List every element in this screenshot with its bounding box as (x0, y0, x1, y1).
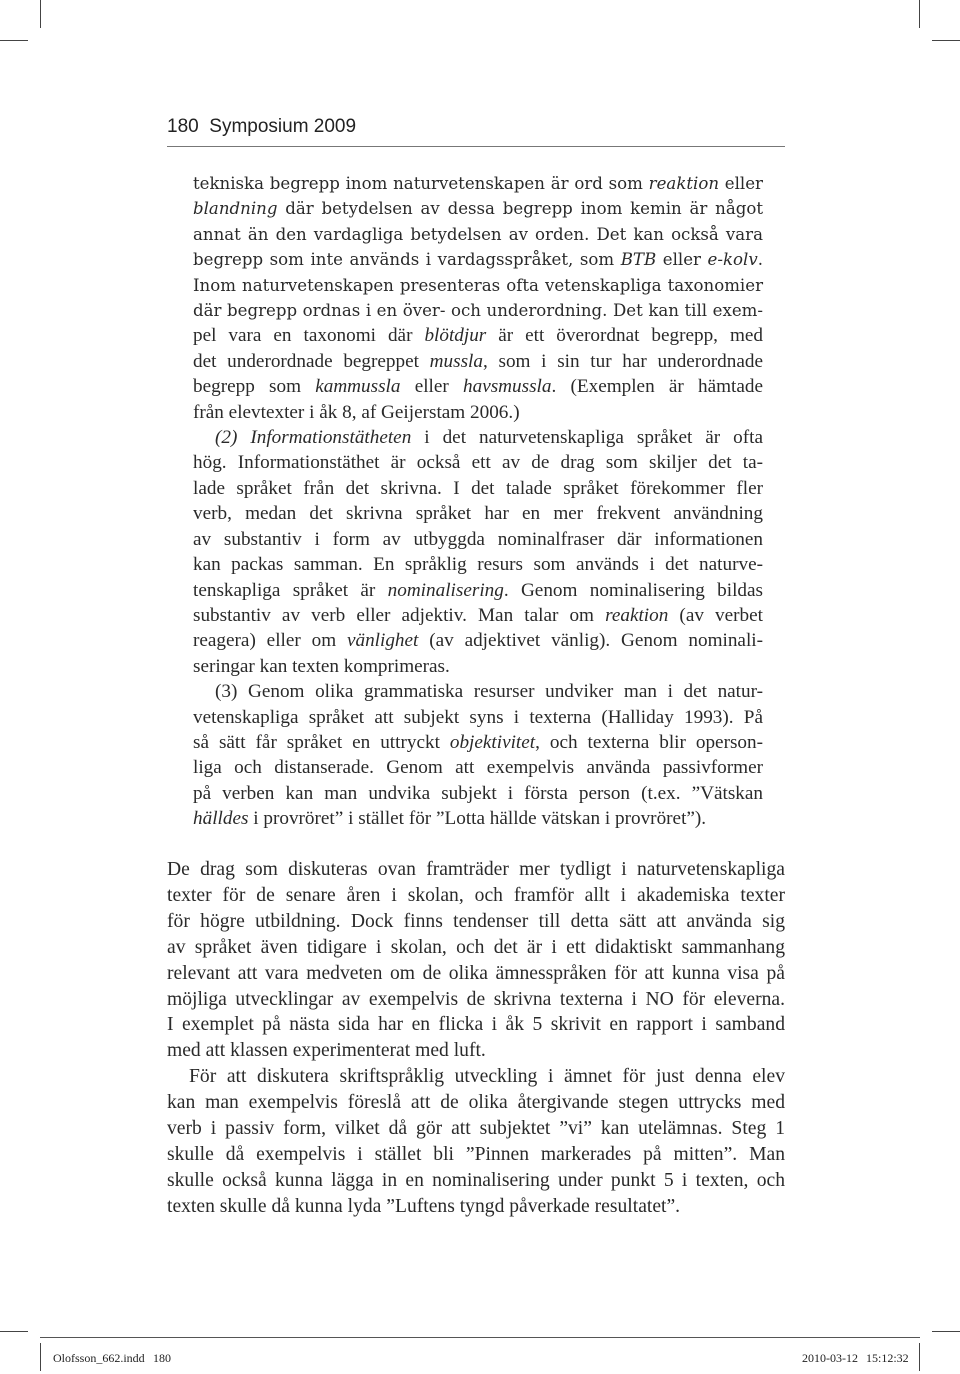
slug-page: 180 (153, 1351, 171, 1365)
crop-mark (932, 1331, 960, 1332)
quote-line: så sätt får språket en uttryckt objektivitet, och texterna blir operson- (193, 731, 763, 753)
body-line: verb i passiv form, vilket då gör att subjektet ”vi” kan utelämnas. Steg 1 (167, 1118, 785, 1140)
quote-line: seringar kan texten komprimeras. (193, 655, 450, 677)
quote-line: annat än den vardagliga betydelsen av orden. Det kan också vara (193, 224, 763, 244)
body-line: texten skulle då kunna lyda ”Luftens tyngd påverkade resultatet”. (167, 1195, 681, 1217)
quote-line: begrepp som kammussla eller havsmussla. (Exemplen är hämtade (193, 376, 763, 398)
quote-line: från elevtexter i åk 8, af Geijerstam 2006.) (193, 401, 520, 423)
crop-mark (932, 40, 960, 41)
page-number: 180 (167, 116, 199, 137)
quote-line: blandning där betydelsen av dessa begrepp inom kemin är något (193, 199, 763, 219)
body-line: för högre utbildning. Dock finns tendenser till detta sätt att använda sig (167, 910, 785, 932)
body-line: skulle då exempelvis i stället bli ”Pinnen markerades på mitten”. Man (167, 1143, 785, 1165)
slug-date: 2010-03-12 (802, 1351, 858, 1365)
quote-line: liga och distanserade. Genom att exempelvis använda passivformer (193, 757, 763, 779)
body-line: möjliga utvecklingar av exempelvis de skrivna texterna i NO för eleverna. (167, 988, 785, 1010)
quote-line: hög. Informationstäthet är också ett av de drag som skiljer det ta- (193, 452, 763, 474)
indented-quote-block (193, 171, 763, 832)
body-line: skulle också kunna lägga in en nominalisering under punkt 5 i texten, och (167, 1169, 785, 1191)
body-line: med att klassen experimenterat med luft. (167, 1040, 486, 1062)
crop-mark (0, 1331, 28, 1332)
quote-line: (3) Genom olika grammatiska resurser undviker man i det natur- (215, 681, 763, 703)
quote-line: det underordnade begreppet mussla, som i sin tur har underordnade (193, 350, 763, 372)
quote-line: på verben kan man undvika subjekt i första person (t.ex. ”Vätskan (193, 782, 763, 804)
body-line: För att diskutera skriftspråklig utveckling i ämnet för just denna elev (189, 1066, 785, 1088)
body-line: I exemplet på nästa sida har en flicka i åk 5 skrivit en rapport i samband (167, 1014, 785, 1036)
quote-line: lade språket från det skrivna. I det talade språket förekommer fler (193, 477, 763, 499)
quote-line: verb, medan det skrivna språket har en mer frekvent användning (193, 503, 763, 525)
quote-line: tekniska begrepp inom naturvetenskapen är ord som reaktion eller (193, 174, 763, 193)
quote-line: Inom naturvetenskapen presenteras ofta vetenskapliga taxonomier (193, 275, 763, 295)
crop-mark (919, 0, 920, 28)
body-line: av språket även tidigare i skolan, och det är i ett didaktiskt sammanhang (167, 936, 785, 958)
quote-line: vetenskapliga språket att subjekt syns i texterna (Halliday 1993). På (193, 706, 763, 728)
body-line: relevant att vara medveten om de olika ämnesspråken för att kunna visa på (167, 962, 785, 984)
slug-time: 15:12:32 (866, 1351, 909, 1365)
quote-line: tenskapliga språket är nominalisering. Genom nominalisering bildas (193, 579, 763, 601)
publication-name: Symposium 2009 (209, 116, 357, 137)
body-line: De drag som diskuteras ovan framträder mer tydligt i naturvetenskapliga (167, 859, 785, 880)
header-title (167, 116, 356, 138)
slug-file: Olofsson_662.indd (53, 1351, 145, 1365)
quote-line: kan packas samman. En språklig resurs som används i det naturve- (193, 554, 763, 576)
quote-line: (2) Informationstätheten i det naturvetenskapliga språket är ofta (215, 427, 763, 449)
print-slug (40, 1337, 920, 1374)
body-text-block (167, 857, 785, 1220)
quote-line: av substantiv i form av utbyggda nominalfraser där informationen (193, 528, 763, 550)
quote-line: reagera) eller om vänlighet (av adjektivet vänlig). Genom nominali- (193, 630, 763, 652)
running-header (167, 116, 785, 147)
body-line: kan man exempelvis föreslå att de olika återgivande stegen uttrycks med (167, 1092, 785, 1114)
quote-line: hälldes i provröret” i stället för ”Lotta hällde vätskan i provröret”). (193, 808, 707, 830)
quote-line: pel vara en taxonomi där blötdjur är ett överordnat begrepp, med (193, 325, 763, 347)
crop-mark (0, 40, 28, 41)
quote-line: substantiv av verb eller adjektiv. Man talar om reaktion (av verbet (193, 604, 763, 626)
crop-mark (40, 0, 41, 28)
body-line: texter för de senare åren i skolan, och framför allt i akademiska texter (167, 884, 785, 906)
quote-line: begrepp som inte används i vardagsspråket, som BTB eller e-kolv. (193, 250, 763, 270)
quote-line: där begrepp ordnas i en över- och underordning. Det kan till exem- (193, 301, 763, 321)
